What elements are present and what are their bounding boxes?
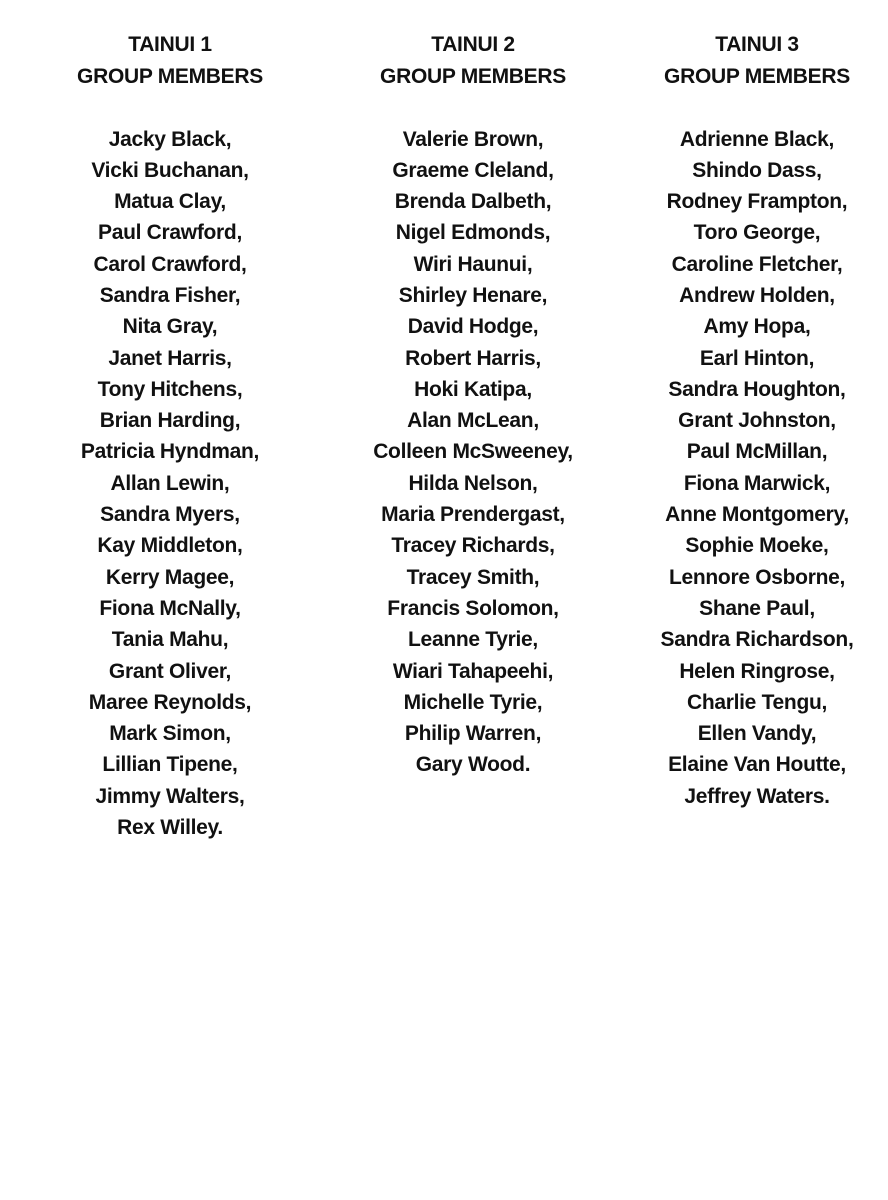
member-name: Valerie Brown,	[402, 127, 544, 151]
member-name: Philip Warren,	[404, 722, 542, 746]
member-name: Shirley Henare,	[398, 283, 548, 307]
member-name: Wiari Tahapeehi,	[392, 659, 554, 683]
member-list	[640, 124, 874, 813]
member-name: Vicki Buchanan,	[91, 158, 249, 182]
member-name: Grant Oliver,	[108, 659, 232, 683]
member-name: Robert Harris,	[405, 346, 541, 370]
member-name: Amy Hopa,	[703, 315, 811, 339]
member-name: Jimmy Walters,	[95, 784, 245, 808]
member-name: Sandra Houghton,	[668, 377, 846, 401]
member-name: Carol Crawford,	[93, 252, 247, 276]
member-name: Janet Harris,	[108, 346, 232, 370]
member-name: Brian Harding,	[99, 409, 241, 433]
member-name: Shindo Dass,	[692, 158, 822, 182]
member-name: Matua Clay,	[114, 190, 226, 214]
member-name: Maria Prendergast,	[381, 503, 565, 527]
member-name: Leanne Tyrie,	[408, 628, 538, 652]
group-subtitle: GROUP MEMBERS	[77, 64, 263, 88]
member-name: Andrew Holden,	[679, 283, 835, 307]
member-name: Grant Johnston,	[678, 409, 836, 433]
member-name: Jeffrey Waters.	[684, 784, 830, 808]
member-name: Tania Mahu,	[111, 628, 229, 652]
member-name: Anne Montgomery,	[665, 503, 849, 527]
member-name: Sandra Fisher,	[99, 283, 241, 307]
member-name: Graeme Cleland,	[392, 158, 554, 182]
group-column-tainui-3	[640, 29, 874, 812]
member-name: Kay Middleton,	[97, 534, 243, 558]
member-name: Patricia Hyndman,	[80, 440, 260, 464]
member-name: Earl Hinton,	[699, 346, 815, 370]
member-name: Michelle Tyrie,	[403, 690, 543, 714]
member-name: Sandra Richardson,	[660, 628, 854, 652]
member-name: Toro George,	[693, 221, 821, 245]
member-name: Mark Simon,	[109, 722, 231, 746]
member-name: Tracey Richards,	[391, 534, 555, 558]
member-name: Gary Wood.	[415, 753, 531, 777]
member-name: Adrienne Black,	[679, 127, 835, 151]
member-name: Shane Paul,	[699, 596, 815, 620]
member-name: Tracey Smith,	[406, 565, 540, 589]
member-list	[350, 124, 596, 781]
member-name: Alan McLean,	[407, 409, 539, 433]
member-name: Rex Willey.	[117, 816, 223, 840]
member-name: Wiri Haunui,	[413, 252, 533, 276]
member-name: Maree Reynolds,	[88, 690, 252, 714]
member-name: David Hodge,	[407, 315, 539, 339]
member-name: Brenda Dalbeth,	[394, 190, 552, 214]
member-name: Colleen McSweeney,	[373, 440, 573, 464]
member-name: Sandra Myers,	[100, 503, 240, 527]
member-name: Fiona McNally,	[99, 596, 241, 620]
group-title: TAINUI 1	[128, 33, 212, 56]
member-name: Kerry Magee,	[105, 565, 235, 589]
member-name: Allan Lewin,	[110, 471, 230, 495]
member-name: Tony Hitchens,	[97, 377, 243, 401]
member-name: Fiona Marwick,	[683, 471, 831, 495]
member-name: Sophie Moeke,	[685, 534, 829, 558]
group-subtitle: GROUP MEMBERS	[380, 64, 566, 88]
member-name: Nita Gray,	[122, 315, 218, 339]
member-name: Jacky Black,	[108, 127, 232, 151]
member-name: Hilda Nelson,	[408, 471, 538, 495]
heading-spacer	[640, 92, 874, 124]
member-name: Francis Solomon,	[387, 596, 559, 620]
member-name: Charlie Tengu,	[686, 690, 828, 714]
member-name: Paul McMillan,	[686, 440, 828, 464]
member-name: Paul Crawford,	[98, 221, 242, 245]
member-name: Lennore Osborne,	[668, 565, 846, 589]
member-name: Helen Ringrose,	[679, 659, 835, 683]
member-name: Lillian Tipene,	[102, 753, 238, 777]
group-title: TAINUI 2	[431, 33, 515, 56]
heading-spacer	[350, 92, 596, 124]
member-name: Rodney Frampton,	[666, 190, 848, 214]
member-name: Elaine Van Houtte,	[668, 753, 846, 777]
member-name: Hoki Katipa,	[414, 377, 532, 401]
group-subtitle: GROUP MEMBERS	[664, 64, 850, 88]
group-column-tainui-1	[50, 29, 290, 843]
member-name: Caroline Fletcher,	[671, 252, 843, 276]
member-list	[50, 124, 290, 844]
group-title: TAINUI 3	[715, 33, 799, 56]
heading-spacer	[50, 92, 290, 124]
member-name: Nigel Edmonds,	[395, 221, 551, 245]
group-column-tainui-2	[350, 29, 596, 781]
member-name: Ellen Vandy,	[697, 722, 817, 746]
